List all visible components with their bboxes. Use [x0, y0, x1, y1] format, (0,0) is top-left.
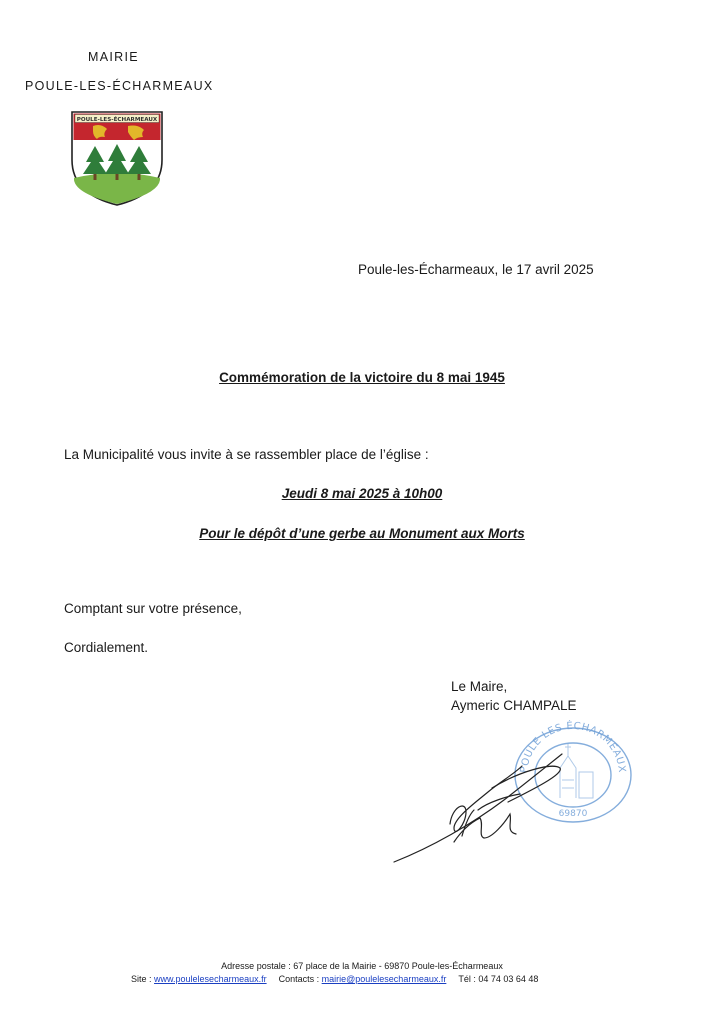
website-link[interactable]: www.poulelesecharmeaux.fr — [154, 974, 267, 984]
signatory-title: Le Maire, — [451, 679, 508, 694]
handwritten-signature — [392, 752, 572, 867]
contact-line — [131, 974, 538, 984]
closing-greeting: Cordialement. — [64, 640, 149, 655]
signatory-name: Aymeric CHAMPALE — [451, 698, 577, 713]
site-label: Site : — [131, 974, 152, 984]
contacts-label: Contacts : — [278, 974, 320, 984]
invitation-intro: La Municipalité vous invite à se rassembler place de l’église : — [64, 447, 429, 462]
email-link[interactable]: mairie@poulelesecharmeaux.fr — [321, 974, 447, 984]
place-date: Poule-les-Écharmeaux, le 17 avril 2025 — [358, 262, 594, 277]
postal-address: Adresse postale : 67 place de la Mairie - 69870 Poule-les-Écharmeaux — [221, 961, 503, 971]
letter-subject: Commémoration de la victoire du 8 mai 1945 — [219, 370, 505, 385]
event-purpose: Pour le dépôt d’une gerbe au Monument aux Morts — [199, 526, 525, 541]
event-date: Jeudi 8 mai 2025 à 10h00 — [281, 486, 443, 501]
svg-text:POULE LES ÉCHARMEAUX: POULE LES ÉCHARMEAUX — [518, 720, 628, 774]
phone-number: Tél : 04 74 03 64 48 — [458, 974, 539, 984]
closing-presence: Comptant sur votre présence, — [64, 601, 242, 616]
mairie-title: MAIRIE — [88, 50, 139, 64]
town-name: POULE-LES-ÉCHARMEAUX — [25, 79, 214, 93]
svg-text:POULE-LES-ÉCHARMEAUX: POULE-LES-ÉCHARMEAUX — [76, 117, 158, 123]
svg-text:69870: 69870 — [558, 809, 588, 819]
town-crest-logo — [68, 108, 166, 208]
